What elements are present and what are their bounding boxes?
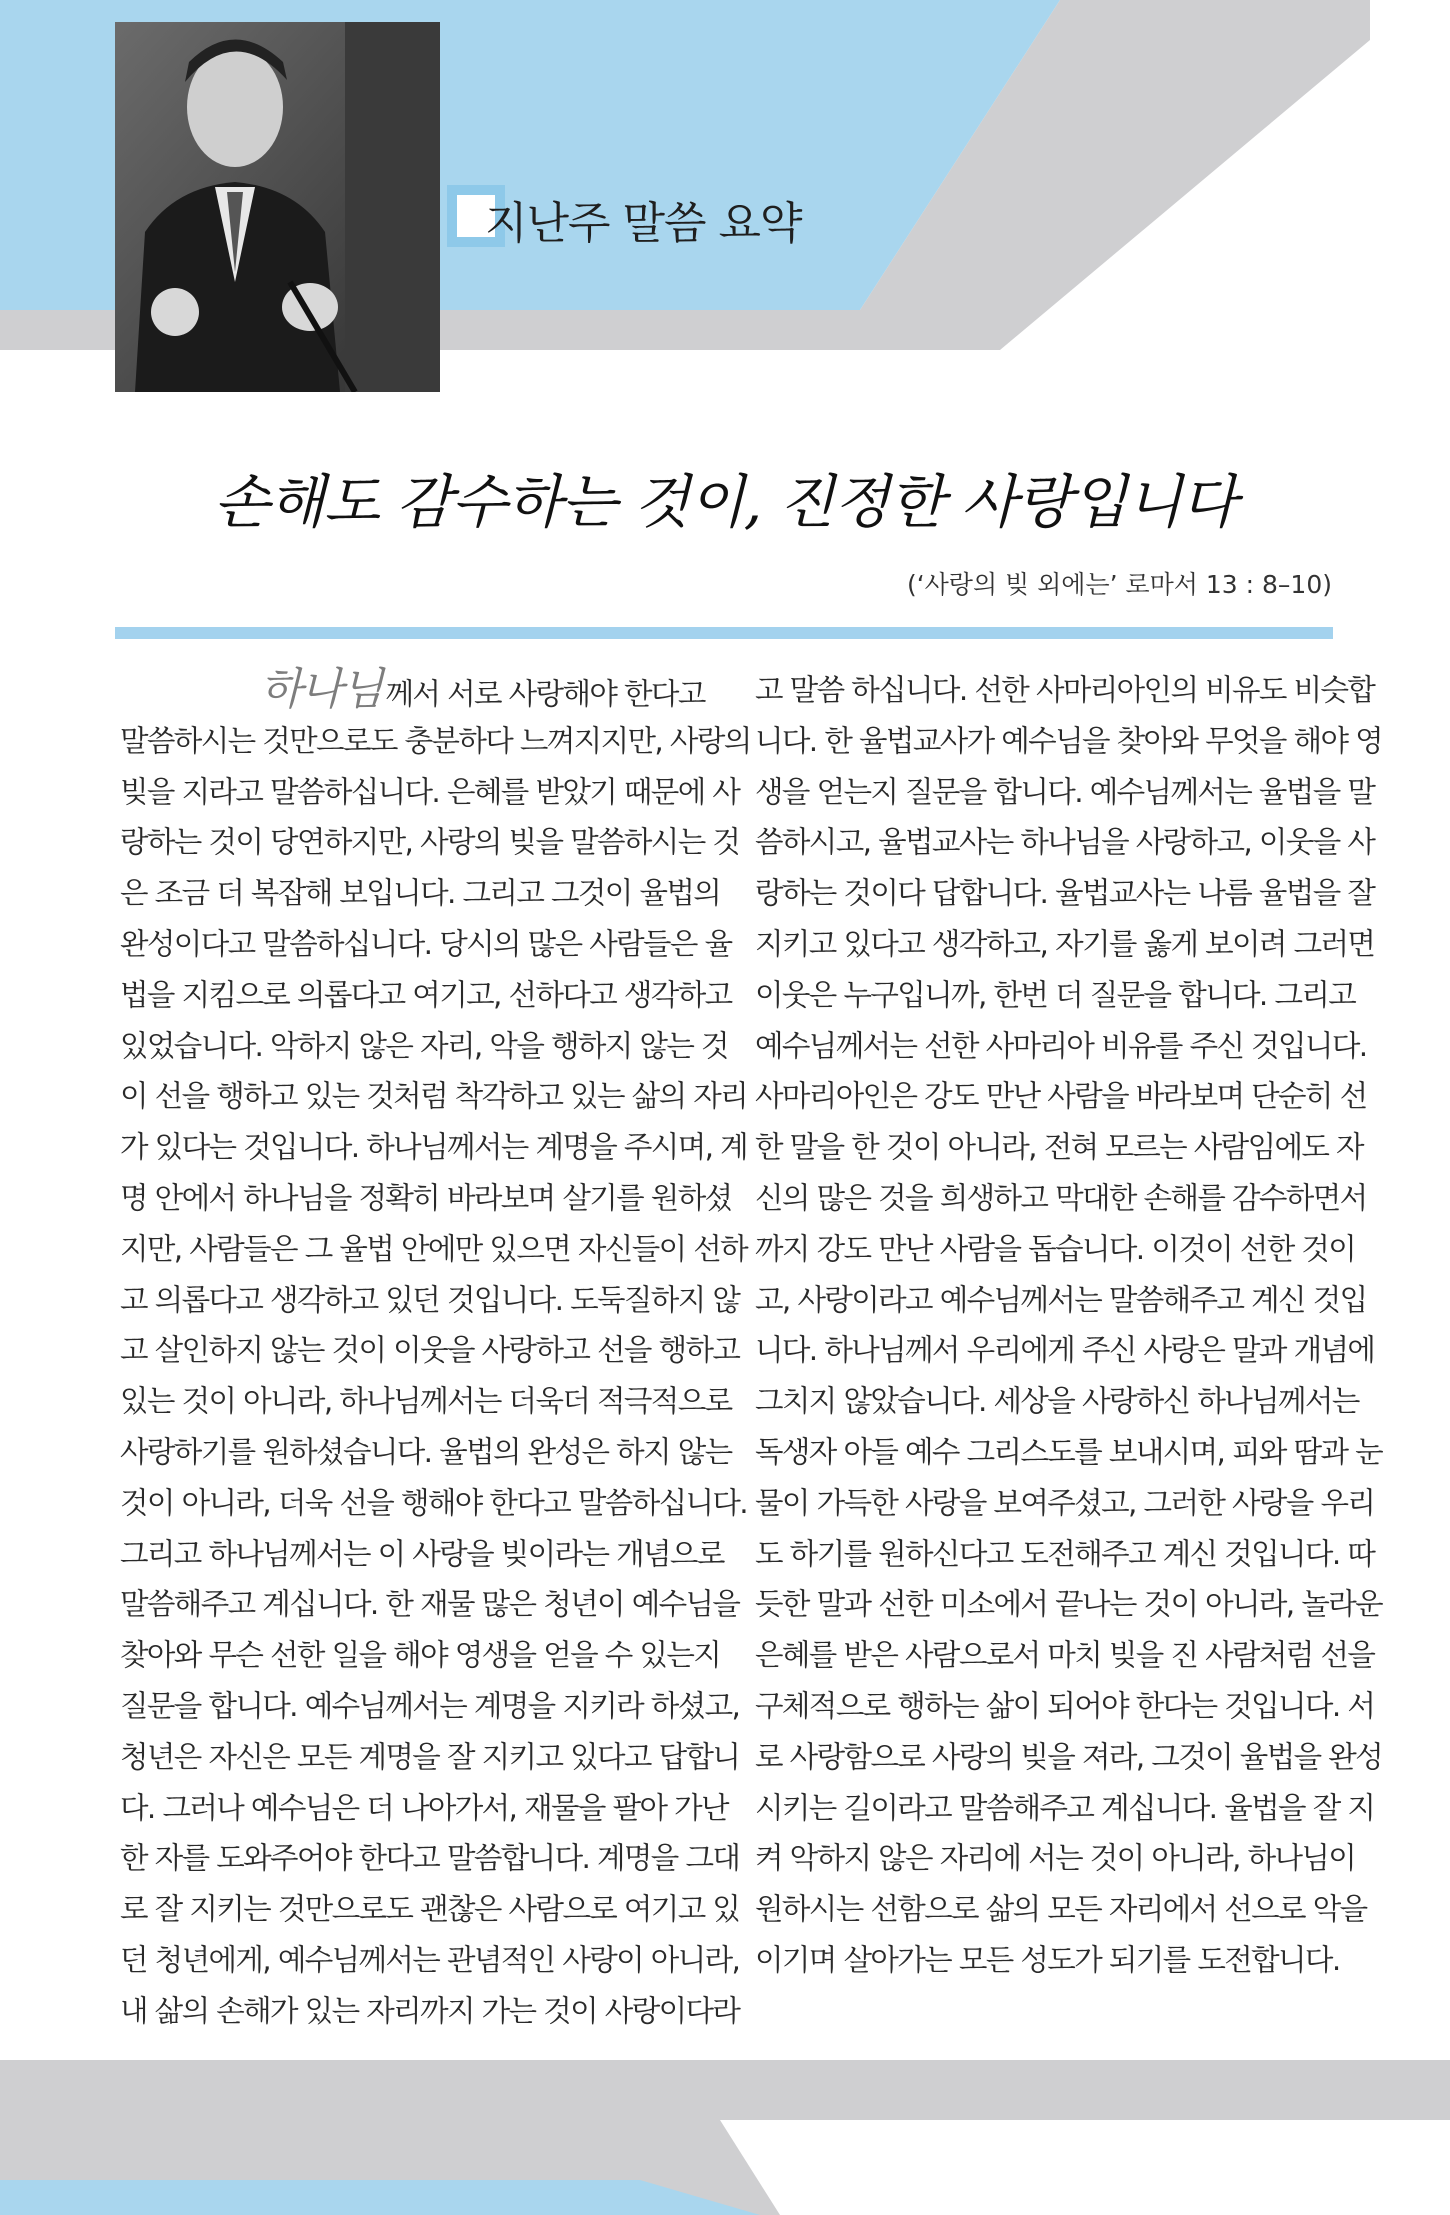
paragraph-line: 지키고 있다고 생각하고, 자기를 옳게 보이려 그러면 <box>755 926 1375 961</box>
paragraph-line: 사랑하기를 원하셨습니다. 율법의 완성은 하지 않는 <box>120 1434 732 1469</box>
section-title: 지난주 말씀 요약 <box>485 198 802 249</box>
paragraph-line: 시키는 길이라고 말씀해주고 계십니다. 율법을 잘 지 <box>755 1790 1375 1825</box>
paragraph-line: 다. 그러나 예수님은 더 나아가서, 재물을 팔아 가난 <box>120 1790 728 1825</box>
paragraph-line: 신의 많은 것을 희생하고 막대한 손해를 감수하면서 <box>755 1180 1367 1215</box>
paragraph-line: 로 사랑함으로 사랑의 빚을 져라, 그것이 율법을 완성 <box>755 1739 1383 1774</box>
paragraph-line: 내 삶의 손해가 있는 자리까지 가는 것이 사랑이다라 <box>120 1993 740 2028</box>
paragraph-line: 니다. 한 율법교사가 예수님을 찾아와 무엇을 해야 영 <box>755 723 1383 758</box>
paragraph-line: 한 자를 도와주어야 한다고 말씀합니다. 계명을 그대 <box>120 1841 740 1876</box>
paragraph-line: 랑하는 것이다 답합니다. 율법교사는 나름 율법을 잘 <box>755 876 1375 911</box>
paragraph-line: 랑하는 것이 당연하지만, 사랑의 빚을 말씀하시는 것 <box>120 825 740 860</box>
paragraph-line: 독생자 아들 예수 그리스도를 보내시며, 피와 땀과 눈 <box>755 1434 1383 1469</box>
paragraph-line: 사마리아인은 강도 만난 사람을 바라보며 단순히 선 <box>755 1079 1367 1114</box>
dropcap-word: 하나님 <box>260 664 382 715</box>
paragraph-line: 빚을 지라고 말씀하십니다. 은혜를 받았기 때문에 사 <box>120 774 740 809</box>
paragraph-line: 니다. 하나님께서 우리에게 주신 사랑은 말과 개념에 <box>755 1333 1375 1368</box>
paragraph-line: 듯한 말과 선한 미소에서 끝나는 것이 아니라, 놀라운 <box>755 1587 1383 1622</box>
article-headline: 손해도 감수하는 것이, 진정한 사랑입니다 <box>213 468 1237 536</box>
paragraph-line: 씀하시고, 율법교사는 하나님을 사랑하고, 이웃을 사 <box>755 825 1375 860</box>
paragraph-line: 생을 얻는지 질문을 합니다. 예수님께서는 율법을 말 <box>755 774 1375 809</box>
paragraph-line: 예수님께서는 선한 사마리아 비유를 주신 것입니다. <box>755 1028 1367 1063</box>
paragraph-line: 말씀하시는 것만으로도 충분하다 느껴지지만, 사랑의 <box>120 723 751 758</box>
paragraph-line: 구체적으로 행하는 삶이 되어야 한다는 것입니다. 서 <box>755 1688 1375 1723</box>
paragraph-line: 고 말씀 하십니다. 선한 사마리아인의 비유도 비슷합 <box>755 673 1375 707</box>
paragraph-line: 완성이다고 말씀하십니다. 당시의 많은 사람들은 율 <box>120 926 732 961</box>
pastor-photo <box>115 22 440 392</box>
paragraph-line: 은혜를 받은 사람으로서 마치 빚을 진 사람처럼 선을 <box>755 1638 1375 1673</box>
paragraph-line: 한 말을 한 것이 아니라, 전혀 모르는 사람임에도 자 <box>755 1130 1363 1165</box>
paragraph-line <box>120 665 703 716</box>
paragraph-line: 도 하기를 원하신다고 도전해주고 계신 것입니다. 따 <box>755 1536 1375 1571</box>
article-column-left <box>120 664 751 2037</box>
paragraph-line: 것이 아니라, 더욱 선을 행해야 한다고 말씀하십니다. <box>120 1485 748 1520</box>
paragraph-line: 그치지 않았습니다. 세상을 사랑하신 하나님께서는 <box>755 1384 1359 1419</box>
paragraph-line: 고 의롭다고 생각하고 있던 것입니다. 도둑질하지 않 <box>120 1282 740 1317</box>
paragraph-line: 가 있다는 것입니다. 하나님께서는 계명을 주시며, 계 <box>120 1130 748 1165</box>
paragraph-line: 까지 강도 만난 사람을 돕습니다. 이것이 선한 것이 <box>755 1231 1356 1266</box>
paragraph-line: 있었습니다. 악하지 않은 자리, 악을 행하지 않는 것 <box>120 1028 728 1063</box>
paragraph-line: 지만, 사람들은 그 율법 안에만 있으면 자신들이 선하 <box>120 1231 748 1266</box>
footer-band <box>0 2060 1450 2215</box>
paragraph-line: 이웃은 누구입니까, 한번 더 질문을 합니다. 그리고 <box>755 977 1356 1012</box>
paragraph-line: 이기며 살아가는 모든 성도가 되기를 도전합니다. <box>755 1942 1340 1977</box>
paragraph-line: 고, 사랑이라고 예수님께서는 말씀해주고 계신 것입 <box>755 1282 1367 1317</box>
paragraph-line: 물이 가득한 사랑을 보여주셨고, 그러한 사랑을 우리 <box>755 1485 1375 1520</box>
paragraph-line: 원하시는 선함으로 삶의 모든 자리에서 선으로 악을 <box>755 1892 1367 1927</box>
paragraph-line: 청년은 자신은 모든 계명을 잘 지키고 있다고 답합니 <box>120 1739 740 1774</box>
paragraph-line: 찾아와 무슨 선한 일을 해야 영생을 얻을 수 있는지 <box>120 1638 721 1673</box>
paragraph-line: 명 안에서 하나님을 정확히 바라보며 살기를 원하셨 <box>120 1180 732 1215</box>
paragraph-line: 그리고 하나님께서는 이 사랑을 빚이라는 개념으로 <box>120 1536 724 1571</box>
paragraph-line: 고 살인하지 않는 것이 이웃을 사랑하고 선을 행하고 <box>120 1333 740 1368</box>
paragraph-line: 법을 지킴으로 의롭다고 여기고, 선하다고 생각하고 <box>120 977 732 1012</box>
paragraph-line: 질문을 합니다. 예수님께서는 계명을 지키라 하셨고, <box>120 1688 740 1723</box>
title-divider <box>115 627 1333 639</box>
paragraph-line: 이 선을 행하고 있는 것처럼 착각하고 있는 삶의 자리 <box>120 1079 748 1114</box>
paragraph-line: 은 조금 더 복잡해 보입니다. 그리고 그것이 율법의 <box>120 876 721 911</box>
paragraph-line: 켜 악하지 않은 자리에 서는 것이 아니라, 하나님이 <box>755 1841 1356 1876</box>
scripture-reference: (‘사랑의 빚 외에는’ 로마서 13 : 8–10) <box>906 570 1332 599</box>
article-column-right <box>755 665 1383 1986</box>
paragraph-line: 있는 것이 아니라, 하나님께서는 더욱더 적극적으로 <box>120 1384 732 1419</box>
paragraph-line-text: 께서 서로 사랑해야 한다고 <box>385 677 705 711</box>
paragraph-line: 말씀해주고 계십니다. 한 재물 많은 청년이 예수님을 <box>120 1587 740 1622</box>
paragraph-line: 로 잘 지키는 것만으로도 괜찮은 사람으로 여기고 있 <box>120 1892 740 1927</box>
paragraph-line: 던 청년에게, 예수님께서는 관념적인 사랑이 아니라, <box>120 1942 740 1977</box>
